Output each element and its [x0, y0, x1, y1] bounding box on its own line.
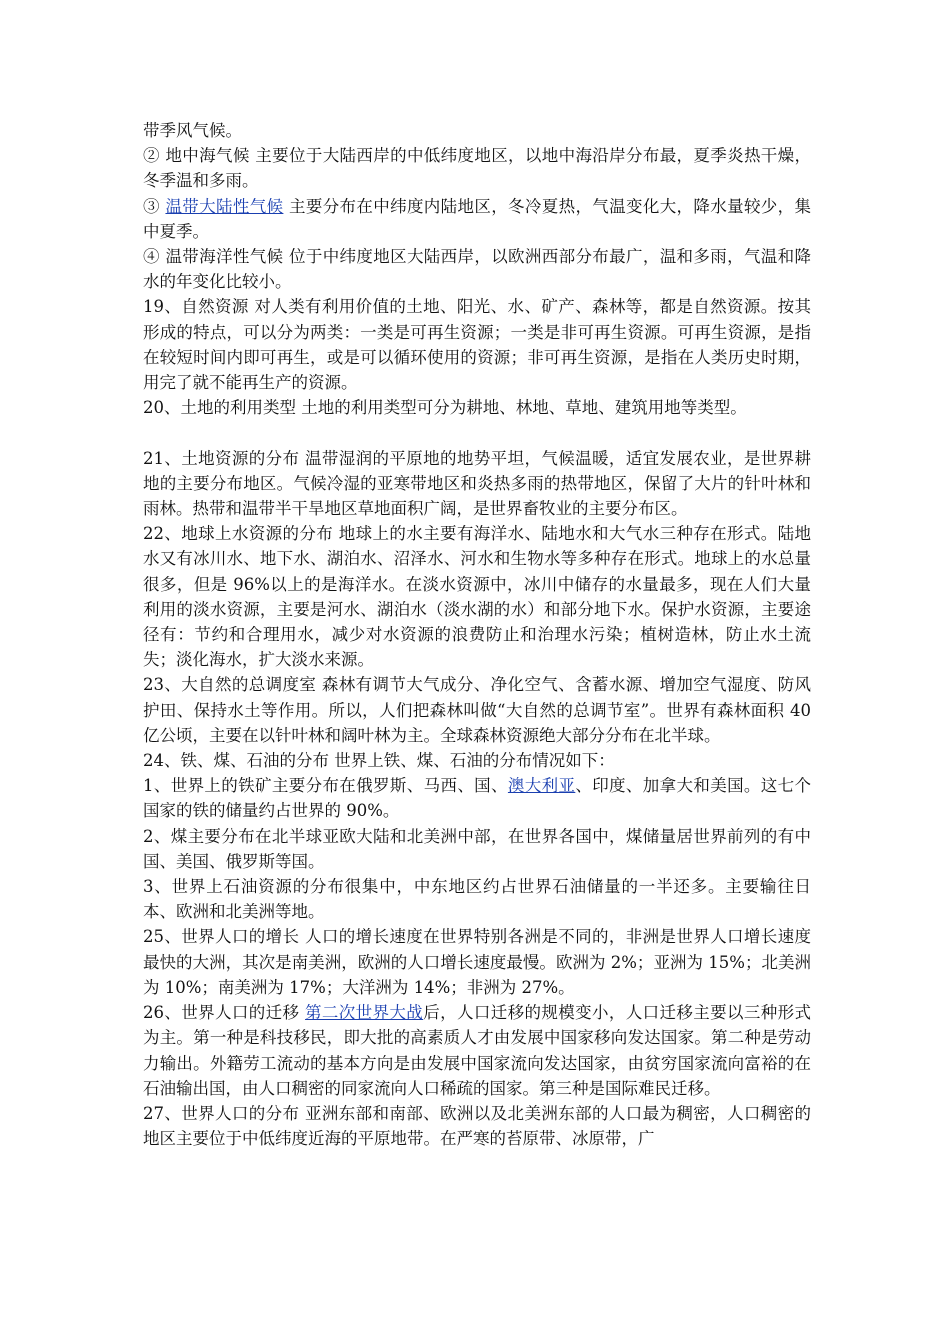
- paragraph: [143, 1000, 811, 1101]
- paragraph: [143, 874, 811, 924]
- paragraph: [143, 143, 811, 193]
- paragraph-text: 20、土地的利用类型 土地的利用类型可分为耕地、林地、草地、建筑用地等类型。: [143, 398, 747, 418]
- paragraph: [143, 824, 811, 874]
- paragraph: [143, 1101, 811, 1151]
- hyperlink[interactable]: 澳大利亚: [507, 776, 576, 796]
- paragraph: [143, 294, 811, 395]
- paragraph-text: 22、地球上水资源的分布 地球上的水主要有海洋水、陆地水和大气水三种存在形式。陆地水又有冰川水、地下水、湖泊水、沼泽水、河水和生物水等多种存在形式。地球上的水总量很多，但是 96%以上的是海洋水。在淡水资源中，冰川中储存的水量最多，现在人们大量利用的淡水资源，主要是河水、湖泊水（淡水湖的水）和部分地下水。保护水资源，主要途径有：节约和合理用水，减少对水资源的浪费防止和治理水污染；植树造林，防止水土流失；淡化海水，扩大淡水来源。: [143, 524, 811, 670]
- paragraph-text: ④ 温带海洋性气候 位于中纬度地区大陆西岸，以欧洲西部分布最广，温和多雨，气温和降水的年变化比较小。: [143, 247, 811, 292]
- hyperlink[interactable]: 第二次世界大战: [305, 1003, 424, 1023]
- paragraph-text: 后，人口迁移的规模变小，人口迁移主要以三种形式为主。第一种是科技移民，即大批的高素质人才由发展中国家移向发达国家。第二种是劳动力输出。外籍劳工流动的基本方向是由发展中国家流向发达国家，由贫穷国家流向富裕的在石油输出国，由人口稠密的同家流向人口稀疏的国家。第三种是国际难民迁移。: [143, 1003, 812, 1098]
- paragraph-text: 3、世界上石油资源的分布很集中，中东地区约占世界石油储量的一半还多。主要输往日本、欧洲和北美洲等地。: [143, 877, 811, 922]
- paragraph-text: 25、世界人口的增长 人口的增长速度在世界特别各洲是不同的，非洲是世界人口增长速度最快的大洲，其次是南美洲，欧洲的人口增长速度最慢。欧洲为 2%；亚洲为 15%；北美洲为 10%；南美洲为 17%；大洋洲为 14%；非洲为 27%。: [143, 927, 811, 997]
- paragraph-text: 27、世界人口的分布 亚洲东部和南部、欧洲以及北美洲东部的人口最为稠密，人口稠密的地区主要位于中低纬度近海的平原地带。在严寒的苔原带、冰原带，广: [143, 1103, 811, 1149]
- paragraph-text: 、印度、加拿大和美国。这七个国家的铁的储量约占世界的 90%。: [143, 776, 812, 821]
- paragraph: [143, 924, 811, 1000]
- paragraph: [143, 395, 811, 420]
- blank-line: [143, 420, 811, 445]
- paragraph: [143, 672, 811, 748]
- paragraph-text: ③: [143, 196, 166, 216]
- paragraph: [143, 118, 811, 143]
- paragraph: [143, 748, 811, 773]
- paragraph: [143, 446, 811, 522]
- paragraph-text: 24、铁、煤、石油的分布 世界上铁、煤、石油的分布情况如下：: [143, 751, 615, 771]
- paragraph-text: 23、大自然的总调度室 森林有调节大气成分、净化空气、含蓄水源、增加空气湿度、防风护田、保持水土等作用。所以，人们把森林叫做“大自然的总调节室”。世界有森林面积 40 亿公顷，主要在以针叶林和阔叶林为主。全球森林资源绝大部分分布在北半球。: [143, 675, 811, 745]
- paragraph-text: 2、煤主要分布在北半球亚欧大陆和北美洲中部，在世界各国中，煤储量居世界前列的有中国、美国、俄罗斯等国。: [143, 826, 811, 871]
- paragraph-text: 21、土地资源的分布 温带湿润的平原地的地势平坦，气候温暖，适宜发展农业，是世界耕地的主要分布地区。气候冷湿的亚寒带地区和炎热多雨的热带地区，保留了大片的针叶林和雨林。热带和温带半干旱地区草地面积广阔，是世界畜牧业的主要分布区。: [143, 448, 811, 519]
- paragraph-text: 19、自然资源 对人类有利用价值的土地、阳光、水、矿产、森林等，都是自然资源。按其形成的特点，可以分为两类：一类是可再生资源；一类是非可再生资源。可再生资源，是指在较短时间内即可再生，或是可以循环使用的资源；非可再生资源，是指在人类历史时期，用完了就不能再生产的资源。: [143, 297, 811, 393]
- document-body: [143, 118, 811, 1151]
- paragraph-text: 主要分布在中纬度内陆地区，冬冷夏热，气温变化大，降水量较少，集中夏季。: [143, 196, 812, 241]
- paragraph-text: ② 地中海气候 主要位于大陆西岸的中低纬度地区，以地中海沿岸分布最，夏季炎热干燥，冬季温和多雨。: [143, 146, 811, 191]
- paragraph: [143, 773, 811, 823]
- paragraph-text: 1、世界上的铁矿主要分布在俄罗斯、马西、国、: [143, 776, 508, 796]
- paragraph: [143, 244, 811, 294]
- hyperlink[interactable]: 温带大陆性气候: [165, 196, 284, 216]
- paragraph-text: 带季风气候。: [143, 121, 242, 140]
- paragraph-text: 26、世界人口的迁移: [143, 1003, 306, 1023]
- paragraph: [143, 194, 811, 244]
- paragraph: [143, 521, 811, 672]
